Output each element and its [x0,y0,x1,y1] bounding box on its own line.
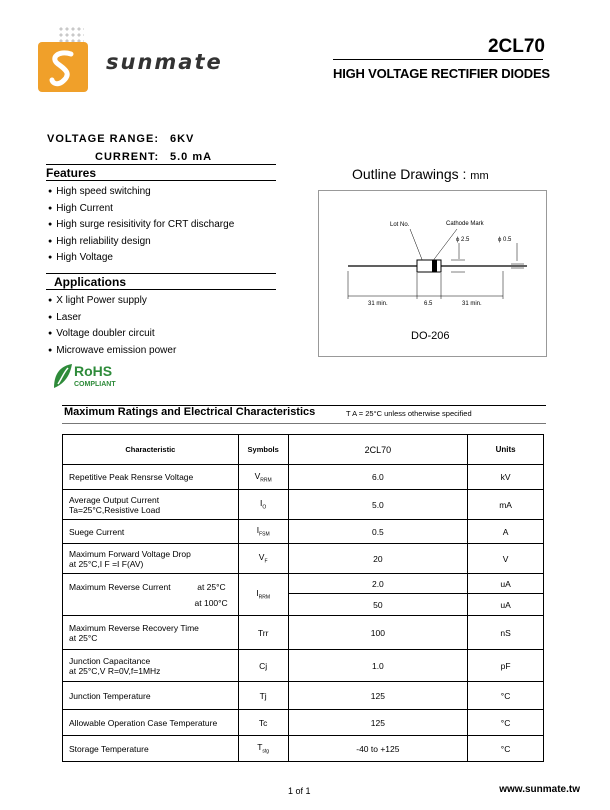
website-link[interactable]: www.sunmate.tw [499,784,580,795]
row-unit: uA [468,574,544,594]
table-row [63,465,544,490]
row-unit: °C [468,682,544,710]
row-unit: pF [468,650,544,682]
row-value: 100 [288,616,468,650]
features-bottom-rule [46,180,276,181]
row-characteristic: Maximum Reverse Current at 25°C at 100°C [63,574,239,616]
row-symbol: Tc [238,710,288,736]
row-value: 5.0 [288,490,468,520]
rohs-compliant-text: COMPLIANT [74,381,116,388]
row-unit: mA [468,490,544,520]
application-item: ● Voltage doubler circuit [48,328,155,339]
application-item: ● Microwave emission power [48,345,176,356]
header-units: Units [468,435,544,465]
row-value: 1.0 [288,650,468,682]
outline-title [352,166,489,182]
feature-item: ● High surge resisitivity for CRT discharge [48,219,234,230]
feature-item: ● High Voltage [48,252,113,263]
row-value: 125 [288,710,468,736]
voltage-range-value: 6KV [170,133,195,145]
outline-title-text: Outline Drawings : [352,166,467,182]
table-header-row [63,435,544,465]
applications-heading: Applications [54,275,127,289]
rohs-badge [52,362,132,390]
table-row [63,736,544,762]
outline-unit: mm [470,170,489,182]
current-label: CURRENT: [95,151,160,163]
row-unit: uA [468,594,544,616]
table-row [63,490,544,520]
cathode-mark-label: Cathode Mark [446,221,484,227]
row-unit: nS [468,616,544,650]
row-unit: °C [468,736,544,762]
features-top-rule [46,164,276,165]
rohs-text: RoHS [74,363,113,379]
features-heading: Features [46,166,97,180]
feature-item: ● High Current [48,203,113,214]
page-number: 1 of 1 [288,786,311,796]
table-row [63,682,544,710]
title-divider [333,59,543,60]
table-row [63,544,544,574]
row-value: 125 [288,682,468,710]
product-subtitle: HIGH VOLTAGE RECTIFIER DIODES [333,66,550,81]
ratings-table [62,434,544,762]
row-characteristic: Maximum Reverse Recovery Time at 25°C [63,616,239,650]
row-unit: V [468,544,544,574]
lot-no-label: Lot No. [390,222,410,228]
row-characteristic: Repetitive Peak Rensrse Voltage [63,465,239,490]
row-unit: A [468,520,544,544]
table-row [63,650,544,682]
right-lead-length: 31 min. [462,301,482,307]
row-unit: kV [468,465,544,490]
table-title: Maximum Ratings and Electrical Characteristics [64,406,316,418]
header-characteristic: Characteristic [63,435,239,465]
current-value: 5.0 mA [170,151,213,163]
applications-bottom-rule [46,289,276,290]
sunmate-logo-icon [38,42,88,92]
table-row [63,574,544,594]
row-characteristic: Junction Capacitance at 25°C,V R=0V,f=1MHz [63,650,239,682]
row-characteristic: Suege Current [63,520,239,544]
row-characteristic: Average Output Current Ta=25°C,Resistive Load [63,490,239,520]
row-symbol: Cj [238,650,288,682]
row-characteristic: Junction Temperature [63,682,239,710]
row-characteristic: Storage Temperature [63,736,239,762]
row-unit: °C [468,710,544,736]
row-value: 6.0 [288,465,468,490]
left-lead-length: 31 min. [368,301,388,307]
rohs-leaf-icon [52,362,132,390]
row-characteristic: Maximum Forward Voltage Drop at 25°C,I F =I F(AV) [63,544,239,574]
row-value: 20 [288,544,468,574]
feature-item: ● High speed switching [48,186,151,197]
row-value: 50 [288,594,468,616]
package-name: DO-206 [411,330,450,342]
table-row [63,520,544,544]
voltage-range-label: VOLTAGE RANGE: [47,133,159,145]
row-characteristic: Allowable Operation Case Temperature [63,710,239,736]
header-symbols: Symbols [238,435,288,465]
row-symbol: $V_F$ [238,544,288,574]
applications-top-rule [46,273,276,274]
header-model: 2CL70 [288,435,468,465]
application-item: ● X light Power supply [48,295,147,306]
row-value: 2.0 [288,574,468,594]
part-number: 2CL70 [487,36,545,57]
feature-item: ● High reliability design [48,236,151,247]
row-symbol: Tj [238,682,288,710]
application-item: ● Laser [48,312,81,323]
row-symbol: Trr [238,616,288,650]
brand-name: sunmate [106,50,223,74]
row-value: -40 to +125 [288,736,468,762]
row-value: 0.5 [288,520,468,544]
row-symbol: $I_O$ [238,490,288,520]
table-row [63,710,544,736]
body-diameter-label: ϕ 2.5 [456,237,470,243]
row-symbol: $I_{RRM}$ [238,574,288,616]
body-length: 6.5 [424,301,433,307]
row-symbol: $I_{FSM}$ [238,520,288,544]
table-title-bottom-rule [62,423,546,424]
row-symbol: $V_{RRM}$ [238,465,288,490]
outline-drawing [318,190,547,357]
table-note: T A = 25°C unless otherwise specified [346,409,472,418]
row-symbol: $T_{stg}$ [238,736,288,762]
lead-diameter-label: ϕ 0.5 [498,237,512,243]
table-row [63,616,544,650]
